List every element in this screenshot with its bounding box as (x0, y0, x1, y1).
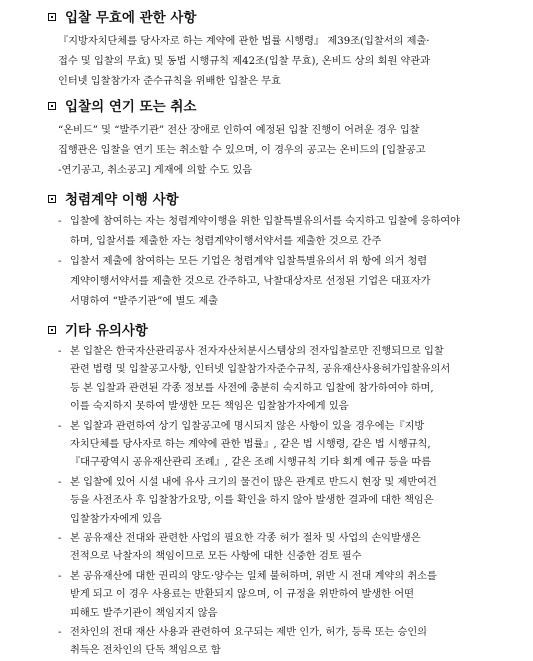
section-title: 입찰 무효에 관한 사항 (65, 10, 197, 26)
paragraph-line: 집행관은 입찰을 연기 또는 취소할 수 있으며, 이 경우의 공고는 온비드의 [입찰공고 (58, 145, 426, 156)
item-line: 서명하여 “발주기관”에 별도 제출 (70, 296, 219, 307)
paragraph-line: 접수 및 입찰의 무효) 및 동법 시행규칙 제42조(입찰 무효), 온비드 상의 회원 약관과 (58, 56, 431, 67)
section-title: 청렴계약 이행 사항 (65, 192, 179, 208)
dash-bullet: - (58, 420, 62, 432)
item-line: 본 공유재산 전대와 관련한 사업의 필요한 각종 허가 절차 및 사업의 손익발생은 (70, 533, 421, 544)
item-line: 전차인의 전대 재산 사용과 관련하여 요구되는 제반 인가, 허가, 등록 또는 승인의 (70, 627, 428, 638)
item-line: 입찰서 제출에 참여하는 모든 기업은 청렴계약 입찰특별유의서 위 항에 의거 청렴 (70, 256, 428, 267)
section-paragraph (58, 32, 488, 92)
paragraph-line: 『지방자치단체를 당사자로 하는 계약에 관한 법률 시행령』 제39조(입찰서의 제출· (58, 36, 430, 47)
item-line: 자치단체를 당사자로 하는 계약에 관한 법률』, 같은 법 시행령, 같은 법 시행규칙, (70, 438, 431, 450)
item-line: 받게 되고 이 경우 사용료는 반환되지 않으며, 이 규정을 위반하여 발생한 어떤 (70, 589, 414, 601)
item-line: 등 본 입찰과 관련된 각종 정보를 사전에 충분히 숙지하고 입찰에 참가하여야 하며, (70, 382, 434, 394)
section-paragraph (58, 121, 488, 181)
dash-bullet: - (58, 216, 62, 227)
item-line: 『대구광역시 공유재산관리 조례』, 같은 조례 시행규칙 기타 회계 예규 등을 따름 (70, 457, 432, 469)
dash-bullet: - (58, 346, 62, 357)
section-heading (48, 190, 179, 210)
square-bullet-icon (48, 195, 56, 203)
item-line: 본 입찰에 있어 시설 내에 유사 크기의 물건이 많은 관계로 반드시 현장 및 제반여건 (70, 476, 437, 488)
item-line: 이를 숙지하지 못하여 발생한 모든 책임은 입찰참가자에게 있음 (70, 401, 349, 413)
item-line: 하며, 입찰서를 제출한 자는 청렴계약이행서약서를 제출한 것으로 간주 (70, 236, 382, 247)
square-bullet-icon (48, 326, 56, 334)
dash-bullet: - (58, 627, 62, 638)
section-heading (48, 8, 196, 28)
section-title: 기타 유의사항 (65, 323, 148, 339)
dash-bullet: - (58, 533, 62, 544)
square-bullet-icon (48, 13, 56, 21)
item-line: 취득은 전차인의 단독 책임으로 함 (70, 645, 221, 657)
dash-bullet: - (58, 256, 62, 267)
section-heading (48, 97, 196, 117)
item-line: 본 공유재산에 대한 권리의 양도·양수는 일체 불허하며, 위반 시 전대 계약의 취소를 (70, 570, 437, 582)
item-line: 전적으로 낙찰자의 책임이므로 모든 사항에 대한 신중한 검토 필수 (70, 551, 362, 563)
square-bullet-icon (48, 102, 56, 110)
item-line: 입찰참가자에게 있음 (70, 513, 162, 525)
item-line: 계약이행서약서를 제출한 것으로 간주하고, 낙찰대상자로 선정된 기업은 대표자가 (70, 276, 431, 287)
paragraph-line: “온비드” 및 “발주기관” 전산 장애로 인하여 예정된 입찰 진행이 어려운 경우 입찰 (58, 125, 420, 136)
item-line: 본 입찰은 한국자산관리공사 전자자산처분시스템상의 전자입찰로만 진행되므로 입찰 (70, 346, 444, 357)
dash-bullet: - (58, 476, 62, 488)
dash-bullet: - (58, 570, 62, 582)
item-line: 등을 사전조사 후 입찰참가요망, 이를 확인을 하지 않아 발생한 결과에 대한 책임은 (70, 495, 434, 507)
item-line: 본 입찰과 관련하여 상기 입찰공고에 명시되지 않은 사항이 있을 경우에는『지방 (70, 420, 425, 432)
section-title: 입찰의 연기 또는 취소 (65, 99, 197, 115)
paragraph-line: 인터넷 입찰참가자 준수규칙을 위배한 입찰은 무효 (58, 76, 281, 87)
item-line: 피해도 발주기관이 책임지지 않음 (70, 607, 218, 619)
paragraph-line: -연기공고, 취소공고] 게재에 의할 수도 있음 (58, 165, 253, 176)
item-line: 입찰에 참여하는 자는 청렴계약이행을 위한 입찰특별유의서를 숙지하고 입찰에 응하여야 (70, 216, 461, 227)
section-heading (48, 321, 148, 341)
item-line: 관련 법령 및 입찰공고사항, 인터넷 입찰참가자준수규칙, 공유재산사용허가입찰유의서 (70, 364, 451, 376)
